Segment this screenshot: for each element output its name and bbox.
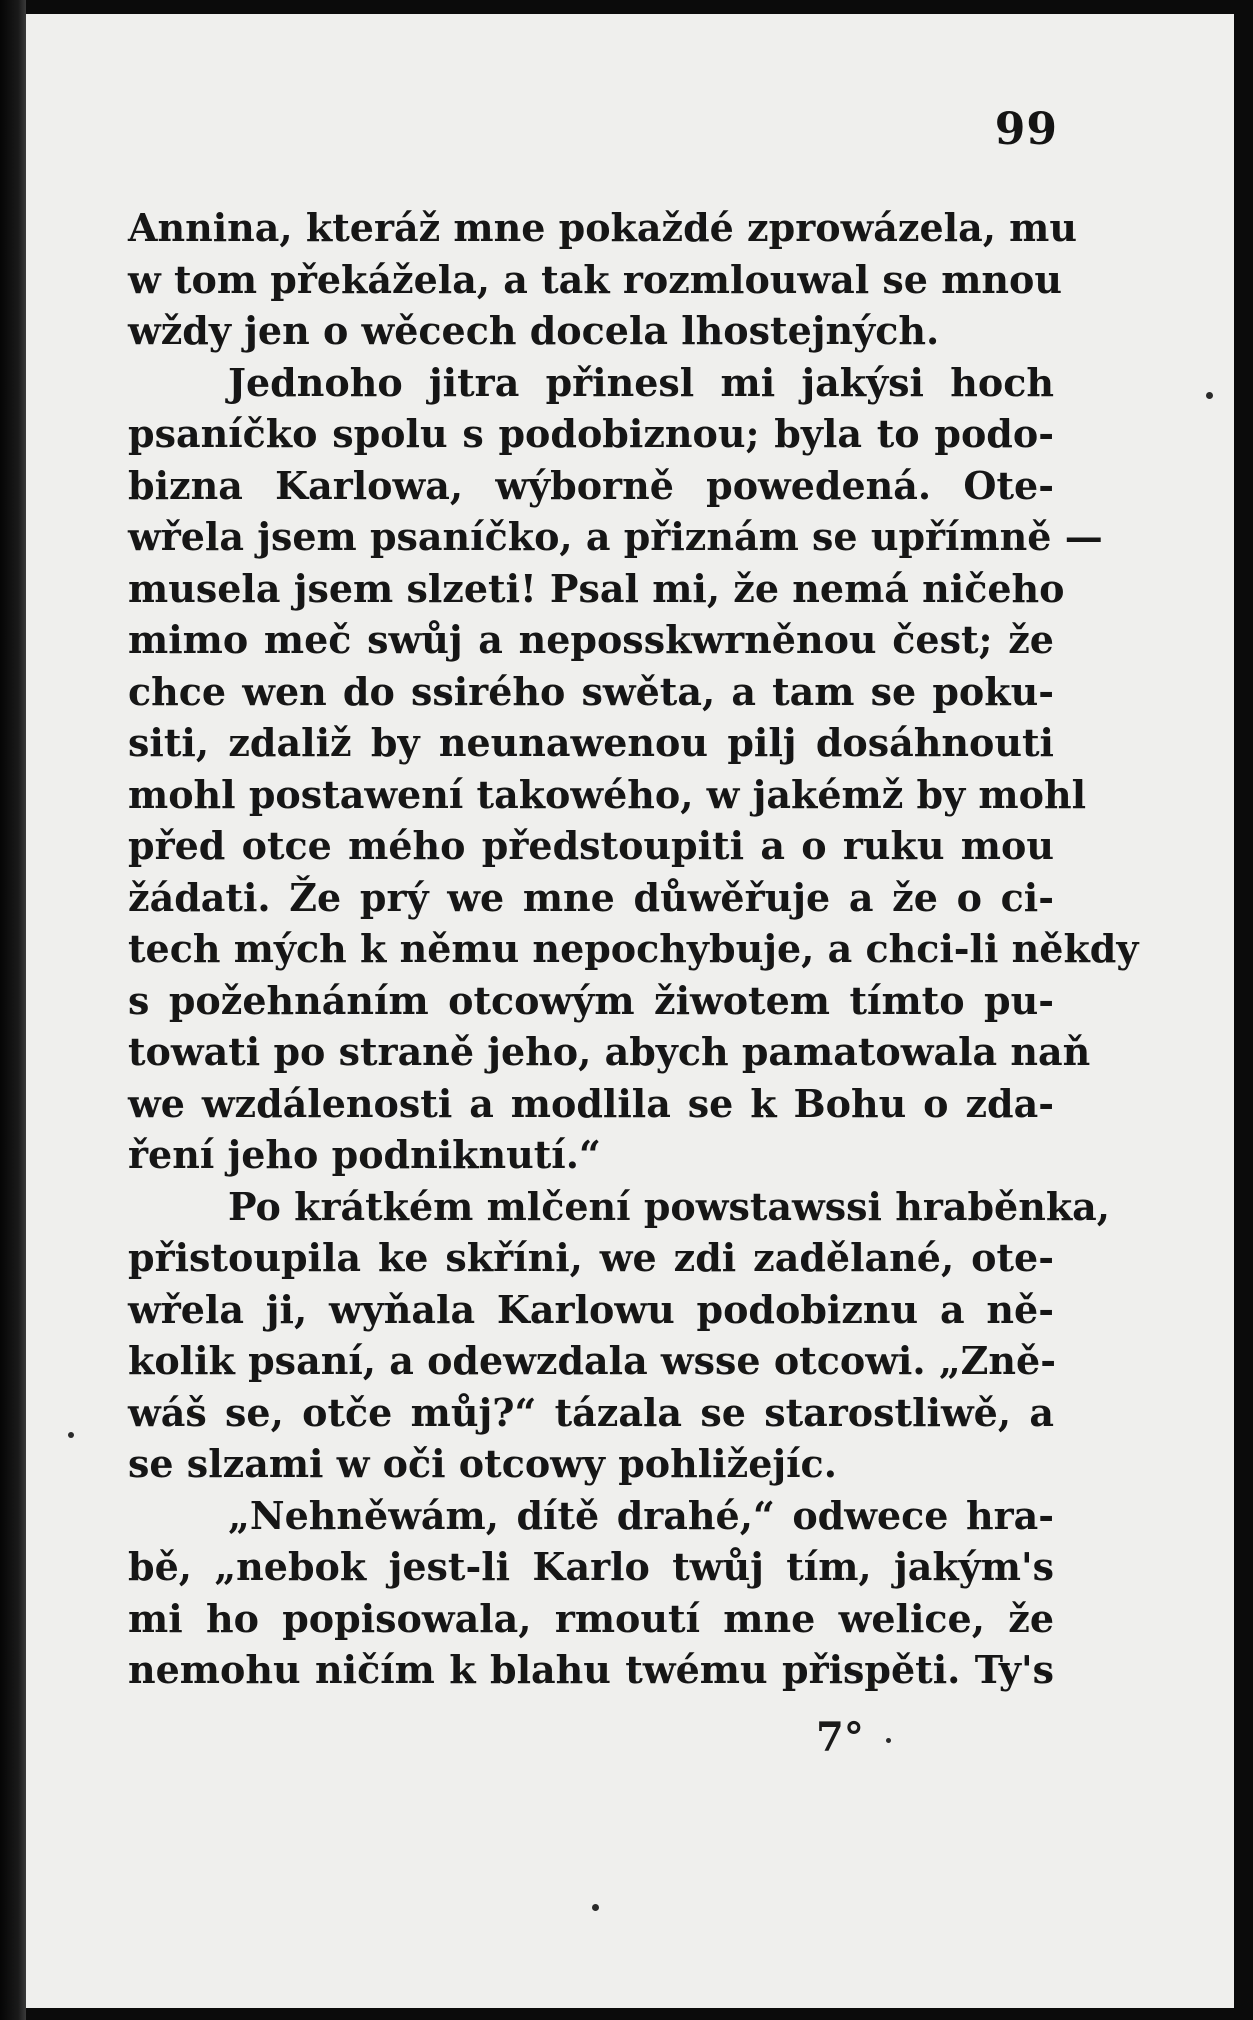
text-line: Annina, kteráž mne pokaždé zprowázela, mu [128, 205, 1078, 250]
text-line: we wzdálenosti a modlila se k Bohu o zda- [128, 1080, 1054, 1126]
print-speck [592, 1904, 599, 1911]
text-line: mohl postawení takowého, w jakémž by mohl [128, 771, 1087, 817]
text-line: tech mých k němu nepochybuje, a chci-li někdy [128, 926, 1139, 971]
text-line: siti, zdaliž by neunawenou pilj dosáhnouti [128, 720, 1054, 765]
text-line: žádati. Že prý we mne důwěřuje a že o ci- [128, 874, 1054, 920]
text-line: wřela jsem psaníčko, a přiznám se upřímně — [128, 514, 1103, 559]
text-line: musela jsem slzeti! Psal mi, že nemá ničeho [128, 565, 1065, 611]
text-line: mimo meč swůj a neposskwrněnou čest; že [128, 617, 1054, 662]
signature-mark: 7° [816, 1714, 864, 1761]
book-page [26, 14, 1234, 2008]
text-line: před otce mého předstoupiti a o ruku mou [128, 823, 1054, 868]
body-text [128, 202, 1139, 1696]
text-line: bizna Karlowa, wýborně powedená. Ote- [128, 462, 1054, 508]
text-line: ření jeho podniknutí.“ [128, 1132, 601, 1177]
text-line: „Nehněwám, dítě drahé,“ odwece hra- [228, 1492, 1054, 1538]
text-line: mi ho popisowala, rmoutí mne welice, že [128, 1595, 1054, 1641]
text-line: wáš se, otče můj?“ tázala se starostliwě, a [128, 1389, 1054, 1435]
print-speck [68, 1432, 74, 1438]
text-line: towati po straně jeho, abych pamatowala naň [128, 1029, 1091, 1074]
text-line: nemohu ničím k blahu twému přispěti. Ty's [128, 1647, 1054, 1692]
page-number: 99 [994, 104, 1058, 155]
text-line: s požehnáním otcowým žiwotem tímto pu- [128, 977, 1054, 1023]
text-line: wřela ji, wyňala Karlowu podobiznu a ně- [128, 1286, 1054, 1332]
text-line: w tom překážela, a tak rozmlouwal se mnou [128, 256, 1063, 302]
text-line: wždy jen o wěcech docela lhostejných. [128, 308, 940, 353]
text-line: kolik psaní, a odewzdala wsse otcowi. „Zně- [128, 1338, 1056, 1383]
print-speck [1206, 392, 1213, 399]
print-speck [886, 1738, 891, 1743]
text-line: se slzami w oči otcowy pohližejíc. [128, 1441, 837, 1486]
text-line: Po krátkém mlčení powstawssi hraběnka, [228, 1183, 1111, 1229]
text-line: Jednoho jitra přinesl mi jakýsi hoch [228, 359, 1054, 405]
text-line: chce wen do ssirého swěta, a tam se poku- [128, 668, 1054, 714]
text-line: přistoupila ke skříni, we zdi zadělané, ote- [128, 1235, 1054, 1280]
text-line: psaníčko spolu s podobiznou; byla to podo- [128, 411, 1054, 456]
text-line: bě, „nebok jest-li Karlo twůj tím, jakým's [128, 1544, 1054, 1589]
book-spine-edge [0, 0, 26, 2020]
